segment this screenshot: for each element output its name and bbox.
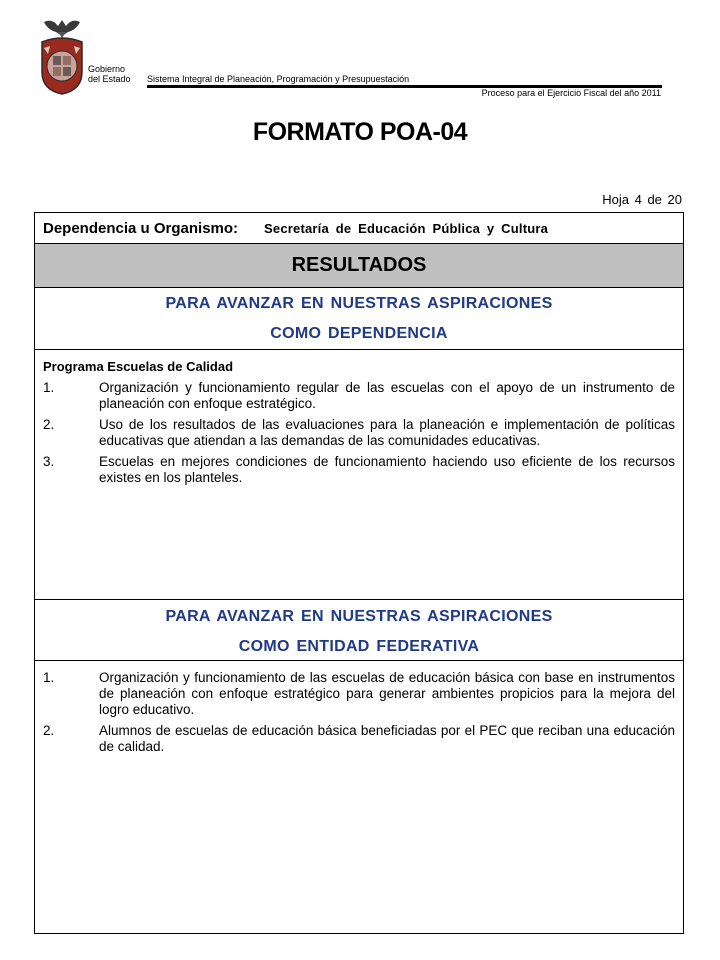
aspirations-heading-line-2: COMO DEPENDENCIA	[270, 325, 448, 342]
aspirations-heading-dependency	[35, 288, 683, 350]
dependency-value: Secretaría de Educación Pública y Cultura	[264, 220, 549, 236]
section-title: RESULTADOS	[35, 244, 683, 288]
program-name: Programa Escuelas de Calidad	[43, 359, 234, 374]
item-number: 1.	[43, 380, 55, 395]
government-label	[88, 64, 131, 84]
item-text: Organización y funcionamiento de las escuelas de educación básica con base en instrumentos de planeación con enfoque estratégico para generar ambientes propicios para la mejora del logro educativo.	[99, 670, 675, 717]
item-number: 2.	[43, 723, 55, 738]
dependency-label: Dependencia u Organismo:	[43, 219, 239, 237]
sheet-number: Hoja 4 de 20	[602, 192, 682, 207]
item-number: 1.	[43, 670, 55, 685]
dependency-row	[35, 213, 683, 244]
list-item	[43, 723, 675, 755]
dependency-results	[35, 350, 683, 599]
item-text: Organización y funcionamiento regular de las escuelas con el apoyo de un instrumento de planeación con enfoque estratégico.	[99, 380, 675, 411]
aspirations-heading-line-1: PARA AVANZAR EN NUESTRAS ASPIRACIONES	[165, 608, 553, 625]
government-line-1: Gobierno	[88, 64, 126, 74]
system-name: Sistema Integral de Planeación, Programación y Presupuestación	[147, 74, 410, 84]
aspirations-heading-line-1: PARA AVANZAR EN NUESTRAS ASPIRACIONES	[165, 295, 553, 312]
state-coat-of-arms-icon	[38, 16, 86, 98]
page-title: FORMATO POA-04	[252, 118, 468, 146]
government-line-2: del Estado	[88, 74, 131, 84]
list-item	[43, 670, 675, 718]
item-text: Uso de los resultados de las evaluaciones para la planeación e implementación de políticas educativas que atiendan a las demandas de las comunidades educativas.	[99, 417, 675, 448]
item-number: 2.	[43, 417, 55, 432]
aspirations-heading-federal-entity	[35, 599, 683, 661]
aspirations-heading-line-2: COMO ENTIDAD FEDERATIVA	[238, 638, 480, 655]
list-item	[43, 454, 675, 486]
item-text: Alumnos de escuelas de educación básica beneficiadas por el PEC que reciban una educación de calidad.	[99, 723, 675, 754]
list-item	[43, 380, 675, 412]
federal-entity-results	[35, 661, 683, 755]
process-label: Proceso para el Ejercicio Fiscal del año 2011	[481, 88, 661, 98]
list-item	[43, 417, 675, 449]
item-number: 3.	[43, 454, 55, 469]
results-form	[34, 212, 684, 934]
item-text: Escuelas en mejores condiciones de funcionamiento haciendo uso eficiente de los recursos existes en los planteles.	[99, 454, 675, 485]
